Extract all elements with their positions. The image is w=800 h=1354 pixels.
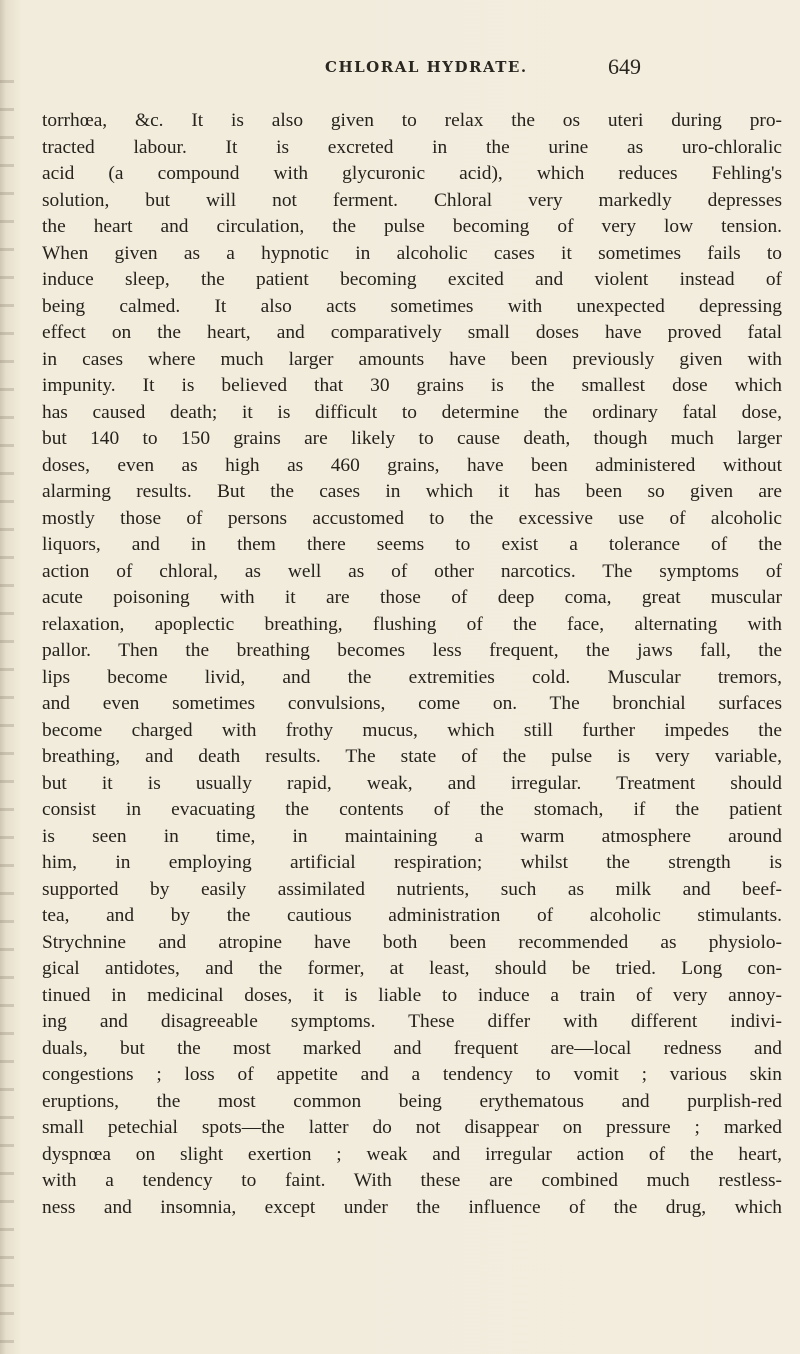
text-line: the heart and circulation, the pulse becoming of very low tension.	[42, 216, 782, 237]
text-line: action of chloral, as well as of other narcotics. The symptoms of	[42, 560, 782, 582]
text-line: torrhœa, &c. It is also given to relax the os uteri during pro-	[42, 110, 782, 131]
text-line: dyspnœa on slight exertion ; weak and irregular action of the heart,	[42, 1143, 782, 1165]
text-line: impunity. It is believed that 30 grains is the smallest dose which	[42, 375, 782, 396]
text-line: but 140 to 150 grains are likely to cause death, though much larger	[42, 428, 782, 449]
text-line: and even sometimes convulsions, come on. The bronchial surfaces	[42, 693, 782, 714]
page-number: 649	[608, 54, 641, 79]
text-line: consist in evacuating the contents of the stomach, if the patient	[42, 799, 782, 820]
text-line: is seen in time, in maintaining a warm atmosphere around	[42, 825, 782, 847]
text-line: gical antidotes, and the former, at least, should be tried. Long con-	[42, 958, 782, 979]
text-line: congestions ; loss of appetite and a tendency to vomit ; various skin	[42, 1064, 782, 1085]
text-line: mostly those of persons accustomed to the excessive use of alcoholic	[42, 507, 782, 529]
text-line: in cases where much larger amounts have been previously given with	[42, 348, 782, 370]
text-line: Strychnine and atropine have both been recommended as physiolo-	[42, 931, 782, 953]
text-line: pallor. Then the breathing becomes less frequent, the jaws fall, the	[42, 640, 782, 661]
text-line: ness and insomnia, except under the influence of the drug, which	[42, 1196, 782, 1218]
text-line: induce sleep, the patient becoming excited and violent instead of	[42, 269, 782, 290]
text-line: eruptions, the most common being erythematous and purplish-red	[42, 1090, 782, 1112]
text-line: solution, but will not ferment. Chloral very markedly depresses	[42, 189, 782, 211]
text-line: alarming results. But the cases in which it has been so given are	[42, 481, 782, 502]
text-line: breathing, and death results. The state of the pulse is very variable,	[42, 746, 782, 767]
text-line: duals, but the most marked and frequent are—local redness and	[42, 1037, 782, 1059]
text-line: being calmed. It also acts sometimes with unexpected depressing	[42, 295, 782, 317]
text-line: effect on the heart, and comparatively small doses have proved fatal	[42, 322, 782, 343]
text-line: relaxation, apoplectic breathing, flushing of the face, alternating with	[42, 613, 782, 635]
running-head	[0, 54, 800, 84]
text-line: small petechial spots—the latter do not disappear on pressure ; marked	[42, 1117, 782, 1138]
text-line: lips become livid, and the extremities cold. Muscular tremors,	[42, 666, 782, 688]
text-line: tinued in medicinal doses, it is liable to induce a train of very annoy-	[42, 984, 782, 1006]
running-head-title: CHLORAL HYDRATE.	[325, 58, 528, 76]
text-line: tracted labour. It is excreted in the urine as uro-chloralic	[42, 136, 782, 158]
body-text	[42, 108, 782, 1221]
text-line: acid (a compound with glycuronic acid), which reduces Fehling's	[42, 163, 782, 184]
text-line: When given as a hypnotic in alcoholic cases it sometimes fails to	[42, 242, 782, 264]
text-line: doses, even as high as 460 grains, have been administered without	[42, 454, 782, 476]
text-line: tea, and by the cautious administration of alcoholic stimulants.	[42, 905, 782, 926]
text-line: has caused death; it is difficult to determine the ordinary fatal dose,	[42, 401, 782, 423]
text-line: acute poisoning with it are those of deep coma, great muscular	[42, 587, 782, 608]
text-line: supported by easily assimilated nutrients, such as milk and beef-	[42, 878, 782, 900]
text-line: liquors, and in them there seems to exist a tolerance of the	[42, 534, 782, 555]
text-line: ing and disagreeable symptoms. These differ with different indivi-	[42, 1011, 782, 1032]
text-line: become charged with frothy mucus, which still further impedes the	[42, 719, 782, 741]
text-line: with a tendency to faint. With these are combined much restless-	[42, 1170, 782, 1191]
text-line: him, in employing artificial respiration; whilst the strength is	[42, 852, 782, 873]
binding-gutter	[0, 80, 14, 1354]
text-line: but it is usually rapid, weak, and irregular. Treatment should	[42, 772, 782, 794]
